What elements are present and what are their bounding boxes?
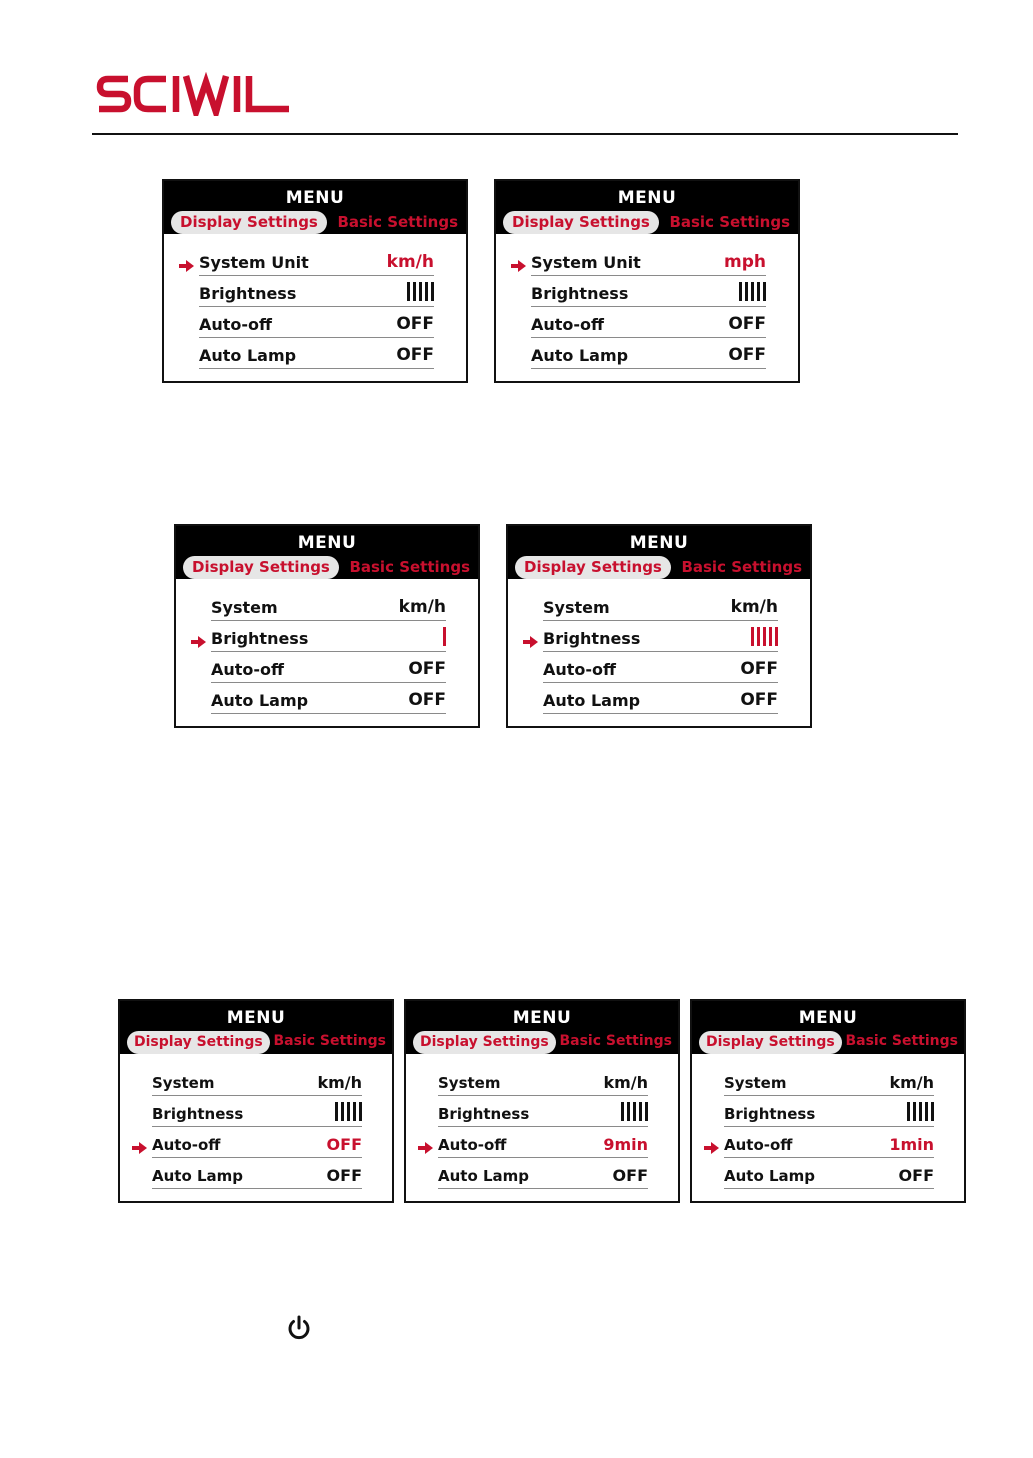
brightness-bar [919, 1102, 922, 1121]
tab-basic-settings[interactable]: Basic Settings [845, 1033, 958, 1049]
menu-row-label: Auto-off [438, 1136, 507, 1154]
brightness-bar [353, 1102, 356, 1121]
brightness-bar [757, 627, 760, 646]
menu-row-label: Brightness [531, 284, 629, 303]
tab-display-settings[interactable]: Display Settings [171, 211, 327, 234]
brightness-bar [639, 1102, 642, 1121]
menu-row-brightness[interactable] [724, 1096, 934, 1127]
menu-row-brightness[interactable] [531, 276, 766, 307]
menu-screen [174, 524, 480, 728]
brightness-bar [739, 282, 742, 301]
menu-row-auto-lamp[interactable] [724, 1158, 934, 1189]
menu-row-system[interactable] [724, 1065, 934, 1096]
brightness-level-bars [335, 1102, 362, 1121]
brightness-bar [633, 1102, 636, 1121]
menu-row-brightness[interactable] [438, 1096, 648, 1127]
tab-display-settings[interactable]: Display Settings [183, 556, 339, 579]
brightness-bar [931, 1102, 934, 1121]
brightness-bar [907, 1102, 910, 1121]
menu-row-brightness[interactable] [199, 276, 434, 307]
brightness-bar [413, 282, 416, 301]
menu-row-value: OFF [396, 345, 434, 365]
brightness-bar [751, 282, 754, 301]
tab-display-settings[interactable]: Display Settings [699, 1031, 842, 1054]
brightness-bar [341, 1102, 344, 1121]
menu-screen [404, 999, 680, 1203]
menu-row-auto-off[interactable] [199, 307, 434, 338]
brightness-bar [443, 627, 446, 646]
menu-title: MENU [297, 533, 357, 553]
menu-title: MENU [512, 1008, 572, 1028]
menu-row-label: Auto-off [543, 660, 617, 679]
menu-title: MENU [285, 188, 345, 208]
menu-row-value: OFF [898, 1166, 934, 1185]
menu-row-brightness[interactable] [543, 621, 778, 652]
tab-display-settings[interactable]: Display Settings [413, 1031, 556, 1054]
menu-row-value: OFF [408, 690, 446, 710]
arrow-right-icon [191, 633, 206, 645]
menu-row-value: km/h [889, 1073, 934, 1092]
menu-row-label: Auto-off [152, 1136, 221, 1154]
menu-row-auto-lamp[interactable] [543, 683, 778, 714]
tab-display-settings[interactable]: Display Settings [503, 211, 659, 234]
tab-basic-settings[interactable]: Basic Settings [349, 558, 470, 576]
menu-row-label: Brightness [724, 1105, 816, 1123]
brightness-level-bars [621, 1102, 648, 1121]
brightness-bar [407, 282, 410, 301]
menu-row-value: km/h [603, 1073, 648, 1092]
menu-row-auto-lamp[interactable] [211, 683, 446, 714]
menu-row-brightness[interactable] [152, 1096, 362, 1127]
brightness-bar [763, 282, 766, 301]
menu-screen [494, 179, 800, 383]
menu-row-value: OFF [740, 659, 778, 679]
brightness-level-bars [443, 627, 446, 646]
menu-row-label: System [438, 1074, 501, 1092]
brightness-bar [627, 1102, 630, 1121]
arrow-right-icon [511, 257, 526, 269]
menu-screen [690, 999, 966, 1203]
menu-row-label: Auto Lamp [438, 1167, 530, 1185]
menu-row-value: OFF [326, 1166, 362, 1185]
menu-row-system-unit[interactable] [199, 245, 434, 276]
arrow-right-icon [179, 257, 194, 269]
tab-basic-settings[interactable]: Basic Settings [681, 558, 802, 576]
brightness-bar [359, 1102, 362, 1121]
menu-row-label: System [152, 1074, 215, 1092]
menu-row-label: Auto Lamp [199, 346, 297, 365]
arrow-right-icon [132, 1139, 147, 1151]
tab-display-settings[interactable]: Display Settings [515, 556, 671, 579]
arrow-right-icon [704, 1139, 719, 1151]
tab-basic-settings[interactable]: Basic Settings [273, 1033, 386, 1049]
menu-row-label: Auto Lamp [531, 346, 629, 365]
menu-screen [118, 999, 394, 1203]
menu-row-system[interactable] [211, 590, 446, 621]
menu-row-value: OFF [326, 1135, 362, 1154]
brightness-bar [757, 282, 760, 301]
header-divider [92, 133, 958, 135]
menu-row-label: Auto Lamp [152, 1167, 244, 1185]
menu-row-label: Auto-off [724, 1136, 793, 1154]
menu-row-label: Brightness [152, 1105, 244, 1123]
menu-row-auto-lamp[interactable] [152, 1158, 362, 1189]
menu-row-label: Auto-off [199, 315, 273, 334]
menu-title: MENU [629, 533, 689, 553]
brightness-bar [769, 627, 772, 646]
menu-row-value: km/h [730, 597, 778, 617]
tab-display-settings[interactable]: Display Settings [127, 1031, 270, 1054]
brightness-bar [745, 282, 748, 301]
menu-row-brightness[interactable] [211, 621, 446, 652]
menu-row-value: OFF [612, 1166, 648, 1185]
menu-row-value: OFF [740, 690, 778, 710]
menu-row-label: Brightness [543, 629, 641, 648]
tab-basic-settings[interactable]: Basic Settings [337, 213, 458, 231]
arrow-right-icon [418, 1139, 433, 1151]
brightness-bar [763, 627, 766, 646]
brightness-level-bars [907, 1102, 934, 1121]
menu-row-label: Auto-off [531, 315, 605, 334]
menu-row-value: OFF [396, 314, 434, 334]
brightness-bar [751, 627, 754, 646]
menu-row-label: System [211, 598, 278, 617]
menu-row-auto-lamp[interactable] [531, 338, 766, 369]
menu-row-auto-off[interactable] [211, 652, 446, 683]
menu-row-value: km/h [386, 252, 434, 272]
menu-row-system[interactable] [438, 1065, 648, 1096]
menu-row-auto-off[interactable] [152, 1127, 362, 1158]
menu-row-value: 9min [603, 1135, 648, 1154]
menu-title: MENU [226, 1008, 286, 1028]
menu-title: MENU [798, 1008, 858, 1028]
brightness-level-bars [739, 282, 766, 301]
brightness-bar [775, 627, 778, 646]
power-icon [286, 1315, 312, 1341]
brightness-bar [621, 1102, 624, 1121]
menu-row-value: mph [724, 252, 766, 272]
menu-row-auto-lamp[interactable] [199, 338, 434, 369]
menu-row-value: OFF [728, 345, 766, 365]
menu-row-auto-off[interactable] [543, 652, 778, 683]
menu-title: MENU [617, 188, 677, 208]
menu-row-system[interactable] [543, 590, 778, 621]
menu-row-label: System [724, 1074, 787, 1092]
brightness-bar [925, 1102, 928, 1121]
menu-row-label: System [543, 598, 610, 617]
menu-row-value: km/h [317, 1073, 362, 1092]
brightness-bar [335, 1102, 338, 1121]
tab-basic-settings[interactable]: Basic Settings [669, 213, 790, 231]
menu-row-label: Auto Lamp [543, 691, 641, 710]
brightness-level-bars [407, 282, 434, 301]
brightness-bar [419, 282, 422, 301]
menu-row-label: Auto Lamp [211, 691, 309, 710]
menu-row-label: Auto Lamp [724, 1167, 816, 1185]
menu-row-auto-off[interactable] [724, 1127, 934, 1158]
menu-row-label: Brightness [211, 629, 309, 648]
menu-row-label: System Unit [199, 253, 309, 272]
brightness-bar [431, 282, 434, 301]
menu-screen [506, 524, 812, 728]
brightness-bar [645, 1102, 648, 1121]
menu-row-label: Brightness [438, 1105, 530, 1123]
brightness-level-bars [751, 627, 778, 646]
brightness-bar [425, 282, 428, 301]
menu-row-label: System Unit [531, 253, 641, 272]
menu-row-system[interactable] [152, 1065, 362, 1096]
tab-basic-settings[interactable]: Basic Settings [559, 1033, 672, 1049]
menu-row-system-unit[interactable] [531, 245, 766, 276]
menu-row-value: km/h [398, 597, 446, 617]
menu-row-auto-lamp[interactable] [438, 1158, 648, 1189]
arrow-right-icon [523, 633, 538, 645]
menu-row-label: Brightness [199, 284, 297, 303]
menu-row-value: 1min [889, 1135, 934, 1154]
menu-row-auto-off[interactable] [531, 307, 766, 338]
menu-row-value: OFF [728, 314, 766, 334]
sciwil-logo [96, 72, 292, 116]
menu-screen [162, 179, 468, 383]
menu-row-value: OFF [408, 659, 446, 679]
menu-row-label: Auto-off [211, 660, 285, 679]
brightness-bar [913, 1102, 916, 1121]
brightness-bar [347, 1102, 350, 1121]
menu-row-auto-off[interactable] [438, 1127, 648, 1158]
